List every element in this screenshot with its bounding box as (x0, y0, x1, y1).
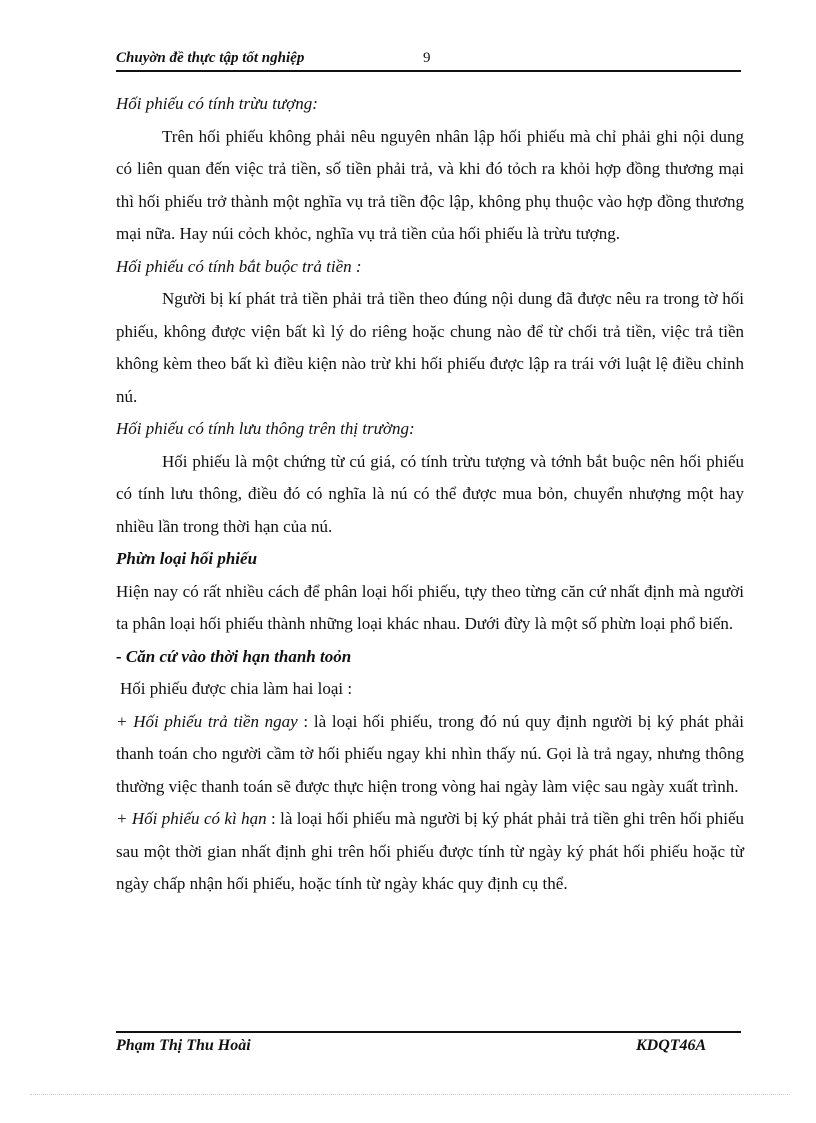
section-heading-abstract: Hối phiếu có tính trừu tượng: (116, 94, 318, 113)
page-number: 9 (423, 50, 431, 66)
footer-class-code: KDQT46A (636, 1037, 707, 1054)
item-text-sight: : là loại hối phiếu, trong đó nú quy định người bị ký phát phải thanh toán cho người cầm tờ hối phiếu ngay khi nhìn thấy nú. Gọi là trả ngay, nhưng thông thường việc thanh toán sẽ được thực hiện trong vòng hai ngày làm việc sau ngày xuất trình. (116, 711, 744, 796)
header-title: Chuyờn đề thực tập tốt nghiệp (116, 50, 305, 66)
section-heading-classification: Phừn loại hối phiếu (116, 549, 258, 568)
page-bottom-dotted-line (30, 1094, 790, 1095)
list-item-time-draft (116, 803, 744, 901)
section-heading-mandatory-payment: Hối phiếu có tính bắt buộc trả tiền : (116, 256, 362, 276)
list-item-sight-draft (116, 706, 744, 804)
paragraph-abstract: Trên hối phiếu không phải nêu nguyên nhân lập hối phiếu mà chỉ phải ghi nội dung có liên quan đến việc trả tiền, số tiền phải trả, và khi đó tỏch ra khỏi hợp đồng thương mại thì hối phiếu trở thành một nghĩa vụ trả tiền độc lập, không phụ thuộc vào hợp đồng thương mại nữa. Hay núi cỏch khỏc, nghĩa vụ trả tiền của hối phiếu là trừu tượng. (116, 126, 744, 243)
paragraph-negotiability: Hối phiếu là một chứng từ cú giá, có tính trừu tượng và tớnh bắt buộc nên hối phiếu có tính lưu thông, điều đó có nghĩa là nú có thể được mua bỏn, chuyển nhượng một hay nhiều lần trong thời hạn của nú. (116, 451, 744, 536)
page-header (116, 48, 741, 72)
subheading-payment-term: - Căn cứ vào thời hạn thanh toỏn (116, 646, 352, 666)
paragraph-mandatory-payment: Người bị kí phát trả tiền phải trả tiền theo đúng nội dung đã được nêu ra trong tờ hối phiếu, không được viện bất kì lý do riêng hoặc chung nào để từ chối trả tiền, việc trả tiền không kèm theo bất kì điều kiện nào trừ khi hối phiếu được lập ra trái với luật lệ điều chỉnh nú. (116, 289, 744, 406)
paragraph-two-types: Hối phiếu được chia làm hai loại : (120, 679, 353, 698)
item-text-time: : là loại hối phiếu mà người bị ký phát phải trả tiền ghi trên hối phiếu sau một thời gian nhất định ghi trên hối phiếu được tính từ ngày ký phát hối phiếu hoặc từ ngày chấp nhận hối phiếu, hoặc tính từ ngày khác quy định cụ thể. (116, 809, 744, 893)
item-label-time: + Hối phiếu có kì hạn (116, 809, 267, 828)
paragraph-classification: Hiện nay có rất nhiều cách để phân loại hối phiếu, tựy theo từng căn cứ nhất định mà người ta phân loại hối phiếu thành những loại khác nhau. Dưới đừy là một số phừn loại phổ biến. (116, 581, 744, 633)
footer-author: Phạm Thị Thu Hoài (116, 1037, 251, 1054)
document-body (116, 88, 744, 901)
item-label-sight: + Hối phiếu trả tiền ngay (116, 711, 298, 731)
section-heading-negotiability: Hối phiếu có tính lưu thông trên thị trường: (116, 419, 415, 438)
footer-rule (116, 1031, 741, 1033)
